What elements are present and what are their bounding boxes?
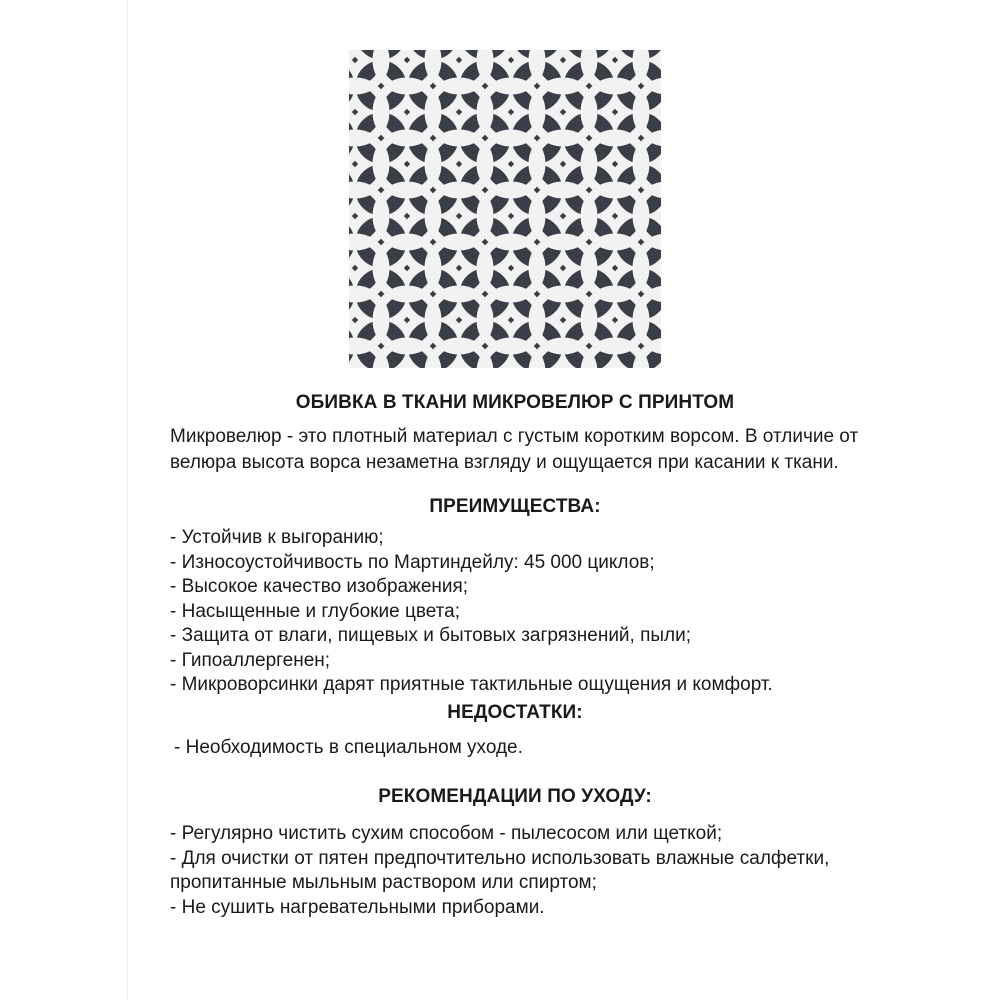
list-item: - Необходимость в специальном уходе. bbox=[174, 736, 523, 758]
description-paragraph: Микровелюр - это плотный материал с густым коротким ворсом. В отличие от велюра высота ворса незаметна взгляду и ощущается при касании к ткани. bbox=[170, 426, 859, 473]
main-heading: ОБИВКА В ТКАНИ МИКРОВЕЛЮР С ПРИНТОМ bbox=[295, 392, 735, 413]
disadvantages-heading: НЕДОСТАТКИ: bbox=[447, 701, 583, 723]
care-heading: РЕКОМЕНДАЦИИ ПО УХОДУ: bbox=[378, 786, 652, 807]
advantages-list bbox=[170, 526, 860, 698]
page-edge-line bbox=[127, 0, 128, 1000]
fabric-swatch-image bbox=[349, 50, 661, 368]
list-item: - Микроворсинки дарят приятные тактильные ощущения и комфорт. bbox=[170, 674, 773, 695]
list-item: - Регулярно чистить сухим способом - пылесосом или щеткой; bbox=[170, 823, 723, 844]
list-item: - Защита от влаги, пищевых и бытовых загрязнений, пыли; bbox=[170, 625, 692, 646]
product-description bbox=[170, 388, 860, 920]
list-item: - Для очистки от пятен предпочтительно использовать влажные салфетки, пропитанные мыльным раствором или спиртом; bbox=[170, 847, 830, 893]
list-item: - Высокое качество изображения; bbox=[170, 576, 469, 597]
list-item: - Не сушить нагревательными приборами. bbox=[170, 896, 545, 918]
list-item: - Износоустойчивость по Мартиндейлу: 45 000 циклов; bbox=[170, 551, 655, 573]
care-list bbox=[170, 822, 860, 920]
advantages-heading: ПРЕИМУЩЕСТВА: bbox=[429, 496, 601, 517]
list-item: - Насыщенные и глубокие цвета; bbox=[170, 600, 460, 622]
list-item: - Гипоаллергенен; bbox=[170, 649, 331, 671]
list-item: - Устойчив к выгоранию; bbox=[170, 527, 384, 548]
swatch-ring-pattern bbox=[349, 50, 661, 368]
disadvantages-list bbox=[170, 736, 860, 761]
